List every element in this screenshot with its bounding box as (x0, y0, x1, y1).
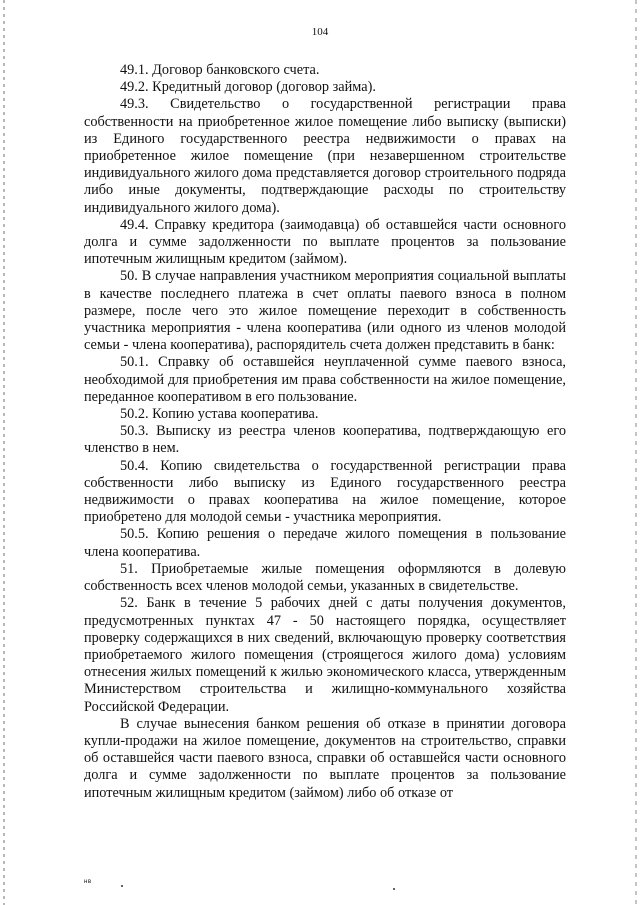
paragraph-50-5: 50.5. Копию решения о передаче жилого помещения в пользование члена кооператива. (84, 526, 566, 560)
paragraph-50-2: 50.2. Копию устава кооператива. (120, 406, 319, 423)
footer-code: нв (84, 879, 92, 885)
paragraph-49-3: 49.3. Свидетельство о государственной регистрации права собственности на приобретенное жилое помещение либо выписку (выписки) из Единого государственного реестра недвижимости о правах на приобретенное жилое помещение (при незавершенном строительстве индивидуального жилого дома представляется договор строительного подряда либо иные документы, подтверждающие расходы по строительству индивидуального жилого дома). (84, 96, 566, 216)
paragraph-49-2: 49.2. Кредитный договор (договор займа). (120, 79, 376, 96)
scan-edge-right (635, 0, 637, 905)
paragraph-51: 51. Приобретаемые жилые помещения оформляются в долевую собственность всех членов молодой семьи, указанных в свидетельстве. (84, 560, 566, 595)
scan-speck (121, 885, 123, 887)
paragraph-50-3: 50.3. Выписку из реестра членов кооператива, подтверждающую его членство в нем. (84, 423, 566, 457)
page-number: 104 (311, 26, 329, 38)
document-body (84, 62, 566, 802)
paragraph-50-1: 50.1. Справку об оставшейся неуплаченной сумме паевого взноса, необходимой для приобретения им права собственности на жилое помещение, переданное кооперативом в его пользование. (84, 354, 566, 405)
paragraph-50-4: 50.4. Копию свидетельства о государственной регистрации права собственности либо выписку из Единого государственного реестра недвижимости о правах кооператива на жилое помещение, которое приобретено для молодой семьи - участника мероприятия. (84, 457, 566, 526)
scan-edge-left (3, 0, 5, 905)
paragraph-52-continued: В случае вынесения банком решения об отказе в принятии договора купли-продажи на жилое помещение, документов на строительство, справки об оставшейся части паевого взноса, справки об оставшейся части основного долга и сумме задолженности по выплате процентов за пользование ипотечным жилищным кредитом (займом) либо об отказе от (84, 715, 566, 801)
paragraph-49-1: 49.1. Договор банковского счета. (120, 62, 320, 78)
paragraph-50: 50. В случае направления участником мероприятия социальной выплаты в качестве последнего платежа в счет оплаты паевого взноса в полном размере, после чего это жилое помещение переходит в собственность участника мероприятия - члена кооператива (или одного из членов молодой семьи - члена кооператива), распорядитель счета должен представить в банк: (84, 268, 566, 354)
scan-speck (393, 888, 395, 890)
paragraph-49-4: 49.4. Справку кредитора (заимодавца) об оставшейся части основного долга и сумме задолженности по выплате процентов за пользование ипотечным жилищным кредитом (займом). (84, 216, 566, 268)
paragraph-52: 52. Банк в течение 5 рабочих дней с даты получения документов, предусмотренных пунктах 47 - 50 настоящего порядка, осуществляет проверку содержащихся в них сведений, включающую проверку соответствия приобретаемого жилого помещения (строящегося жилого дома) условиям отнесения жилых помещений к жилью экономического класса, утвержденным Министерством строительства и жилищно-коммунального хозяйства Российской Федерации. (84, 595, 566, 715)
